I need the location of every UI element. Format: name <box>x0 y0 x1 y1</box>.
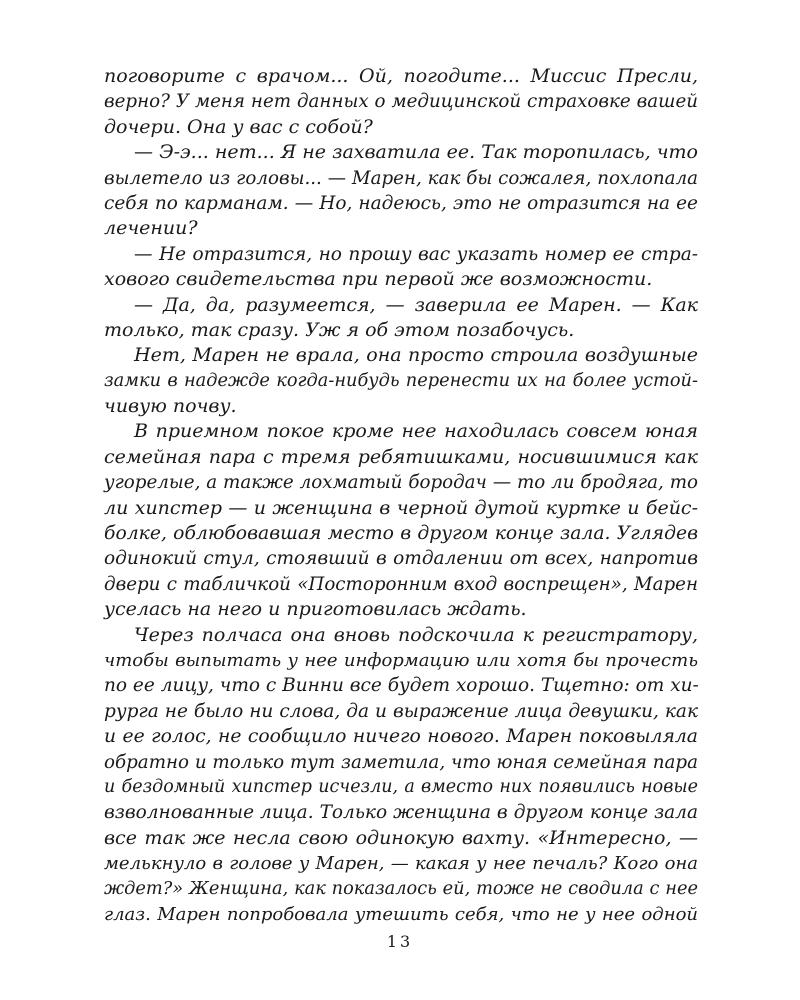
text-line: поговорите с врачом... Ой, погодите... Миссис Пресли, <box>104 65 698 87</box>
text-line: двери с табличкой «Посторонним вход воспрещен», Марен <box>104 573 698 595</box>
text-line: вылетело из головы... — Марен, как бы сожалея, похлопала <box>104 167 698 189</box>
text-line: уселась на него и приготовилась ждать. <box>104 598 527 621</box>
text-line: и бездомный хипстер исчезли, а вместо них появились новые <box>104 776 698 797</box>
text-line: дочери. Она у вас с собой? <box>104 115 373 138</box>
text-line: верно? У меня нет данных о медицинской страховке вашей <box>104 91 698 113</box>
body-text <box>104 64 698 927</box>
text-line: замки в надежде когда-нибудь перенести их на более устой- <box>104 370 698 391</box>
text-line: — Э-э... нет... Я не захватила ее. Так торопилась, что <box>134 141 698 164</box>
text-line: Через полчаса она вновь подскочила к регистратору, <box>134 623 698 646</box>
text-line: семейная пара с тремя ребятишками, носившимися как <box>104 445 698 468</box>
text-line: хового свидетельства при первой же возможности. <box>104 268 653 291</box>
text-line: глаз. Марен попробовала утешить себя, что не у нее одной <box>104 903 698 925</box>
text-line: и ее голос, не сообщило ничего нового. Марен поковыляла <box>104 726 698 748</box>
text-line: ждет?» Женщина, как показалось ей, тоже не сводила с нее <box>104 878 698 899</box>
text-line: по ее лицу, что с Винни все будет хорошо. Тщетно: от хи- <box>104 675 699 697</box>
text-line: В приемном покое кроме нее находилась совсем юная <box>134 420 698 443</box>
text-line: лечении? <box>104 217 198 240</box>
text-line: угорелые, а также лохматый бородач — то ли бродяга, то <box>104 472 698 494</box>
text-line: рурга не было ни слова, да и выражение лица девушки, как <box>104 700 698 722</box>
text-line: болке, облюбовавшая место в другом конце зала. Углядев <box>104 523 698 545</box>
text-line: мелькнуло в голове у Марен, — какая у нее печаль? Кого она <box>104 853 698 875</box>
text-line: одинокий стул, стоявший в отдалении от всех, напротив <box>104 548 698 570</box>
text-line: — Не отразится, но прошу вас указать номер ее стра- <box>134 243 698 265</box>
text-line: все так же несла свою одинокую вахту. «Интересно, — <box>104 826 698 849</box>
text-line: себя по карманам. — Но, надеюсь, это не отразится на ее <box>104 192 698 214</box>
text-line: ли хипстер — и женщина в черной дутой куртке и бейс- <box>104 496 698 519</box>
page-number: 13 <box>386 932 414 951</box>
text-line: только, так сразу. Уж я об этом позабочусь. <box>104 318 575 341</box>
text-line: взволнованные лица. Только женщина в другом конце зала <box>104 802 698 824</box>
text-line: чивую почву. <box>104 395 237 418</box>
text-line: обратно и только тут заметила, что юная семейная пара <box>104 751 698 773</box>
text-line: — Да, да, разумеется, — заверила ее Марен. — Как <box>134 293 698 316</box>
text-line: Нет, Марен не врала, она просто строила воздушные <box>134 344 698 367</box>
text-line: чтобы выпытать у нее информацию или хотя бы прочесть <box>104 649 698 671</box>
